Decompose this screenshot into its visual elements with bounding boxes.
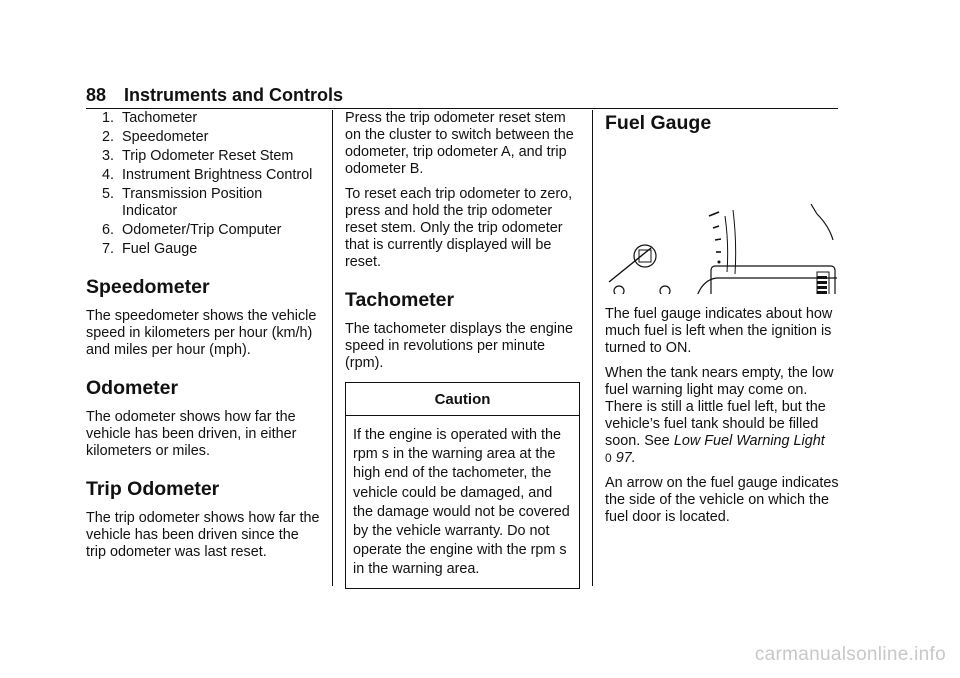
low-fuel-warning-link[interactable]: Low Fuel Warning Light (673, 433, 825, 449)
page-header (86, 82, 838, 109)
tachometer-heading: Tachometer (345, 289, 455, 311)
caution-body: If the engine is operated with the rpm s in the warning area at the high end of the tachometer, the vehicle could be damaged, and the damage would not be covered by the vehicle warranty. Do not operate the engine with the rpm s in the warning area. (353, 427, 570, 578)
legend-item: 6. Odometer/Trip Computer (101, 222, 282, 238)
fuel-gauge-illustration (605, 144, 837, 294)
caution-title: Caution (346, 383, 579, 416)
column-divider-2 (592, 110, 593, 586)
fuel-gauge-p3: An arrow on the fuel gauge indicates the side of the vehicle on which the fuel door is located. (605, 475, 839, 525)
legend-item: 5. Transmission Position Indicator (101, 186, 263, 219)
legend-item: 2. Speedometer (101, 129, 209, 145)
legend-item: 7. Fuel Gauge (101, 241, 198, 257)
legend-item: 1. Tachometer (101, 110, 198, 126)
speedometer-heading: Speedometer (86, 276, 210, 298)
trip-odometer-body: The trip odometer shows how far the vehicle has been driven since the trip odometer was last reset. (86, 510, 320, 560)
column-1 (86, 110, 321, 569)
fuel-gauge-heading: Fuel Gauge (605, 112, 712, 134)
column-3 (605, 110, 840, 534)
page-reference-icon: 0 (605, 451, 612, 465)
watermark: carmanualsonline.info (754, 644, 946, 665)
fuel-gauge-p2: When the tank nears empty, the low fuel warning light may come on. There is still a little fuel left, but the vehicle’s fuel tank should be filled soon. See Low Fuel Warning Light 0 97. (605, 365, 834, 466)
trip-odometer-switch-text: Press the trip odometer reset stem on the cluster to switch between the odometer, trip odometer A, and trip odometer B. (345, 110, 574, 177)
fuel-gauge-p1: The fuel gauge indicates about how much fuel is left when the ignition is turned to ON. (605, 306, 833, 356)
page-number: 88 (86, 85, 107, 105)
callout-legend (86, 110, 321, 258)
trip-odometer-heading: Trip Odometer (86, 478, 220, 500)
trip-odometer-reset-text: To reset each trip odometer to zero, press and hold the trip odometer reset stem. Only the trip odometer that is currently displayed will be reset. (345, 186, 573, 270)
tachometer-body: The tachometer displays the engine speed in revolutions per minute (rpm). (345, 321, 573, 371)
column-divider-1 (332, 110, 333, 586)
column-2 (345, 110, 580, 589)
speedometer-body: The speedometer shows the vehicle speed in kilometers per hour (km/h) and miles per hour (mph). (86, 308, 317, 358)
legend-item: 4. Instrument Brightness Control (101, 167, 313, 183)
odometer-heading: Odometer (86, 377, 179, 399)
odometer-body: The odometer shows how far the vehicle has been driven, in either kilometers or miles. (86, 409, 297, 459)
page-reference[interactable]: 97. (615, 450, 636, 466)
section-title: Instruments and Controls (124, 85, 344, 105)
legend-item: 3. Trip Odometer Reset Stem (101, 148, 294, 164)
caution-box (345, 382, 580, 589)
